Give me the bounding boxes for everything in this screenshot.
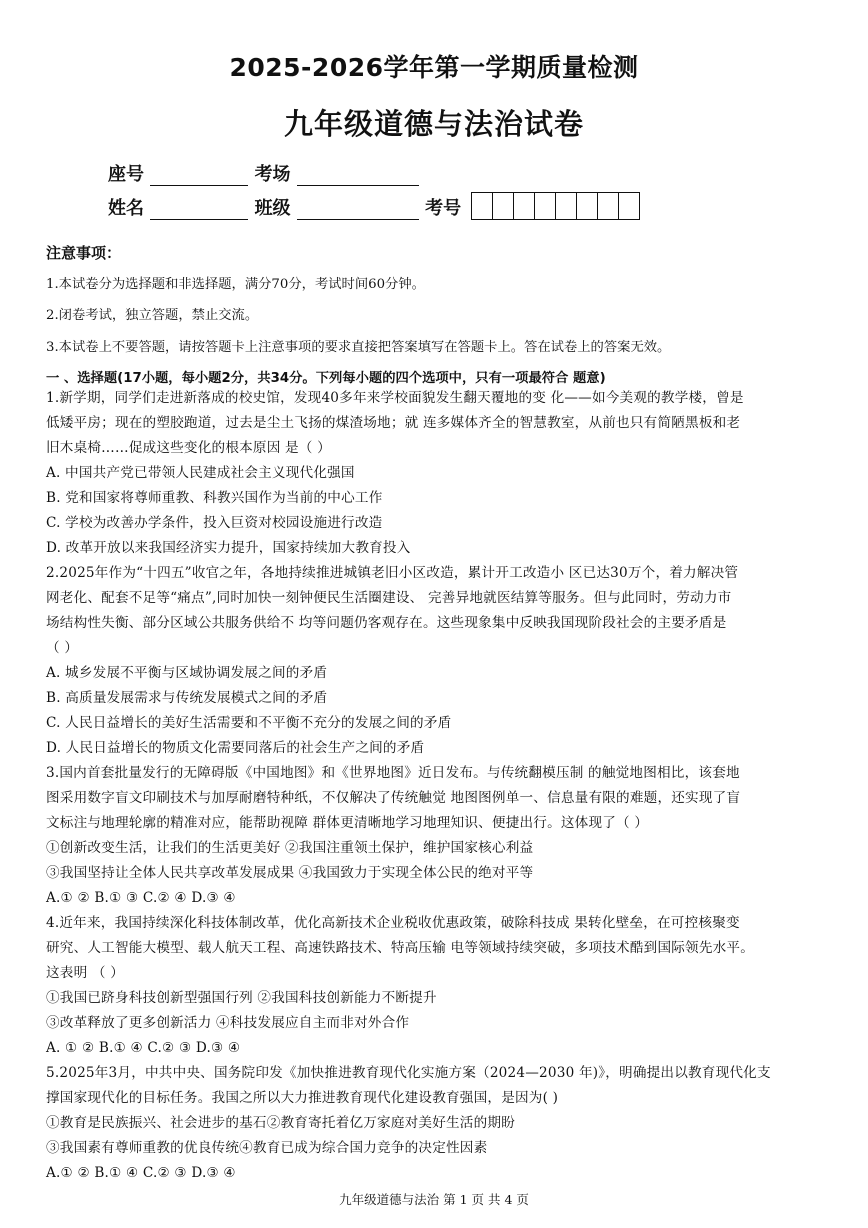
notice-item: 2.闭卷考试，独立答题，禁止交流。	[46, 308, 259, 323]
question-line: A. ① ② B.① ④ C.② ③ D.③ ④	[46, 1040, 241, 1056]
question-line: 文标注与地理轮廓的精准对应，能帮助视障 群体更清晰地学习地理知识、便捷出行。这体现了（ ）	[46, 815, 649, 831]
question-line: 图采用数字盲文印刷技术与加厚耐磨特种纸，不仅解决了传统触觉 地图图例单一、信息量有限的难题，还实现了盲	[46, 790, 741, 806]
question-line: ①教育是民族振兴、社会进步的基石②教育寄托着亿万家庭对美好生活的期盼	[46, 1115, 515, 1131]
notice-heading: 注意事项：	[46, 244, 122, 262]
question-line: 1.新学期，同学们走进新落成的校史馆，发现40多年来学校面貌发生翻天覆地的变 化——如今美观的教学楼，曾是	[46, 390, 744, 406]
question-line: 场结构性失衡、部分区域公共服务供给不 均等问题仍客观存在。这些现象集中反映我国现阶段社会的主要矛盾是	[46, 615, 727, 631]
class-field[interactable]	[297, 199, 419, 220]
question-line: 网老化、配套不足等“痛点”,同时加快一刻钟便民生活圈建设、 完善异地就医结算等服务。但与此同时，劳动力市	[46, 590, 732, 606]
question-line: D. 人民日益增长的物质文化需要同落后的社会生产之间的矛盾	[46, 740, 425, 756]
question-line: ①创新改变生活，让我们的生活更美好 ②我国注重领土保护，维护国家核心利益	[46, 840, 534, 856]
name-field[interactable]	[150, 199, 248, 220]
question-line: 3.国内首套批量发行的无障碍版《中国地图》和《世界地图》近日发布。与传统翻模压制 的触觉地图相比，该套地	[46, 765, 740, 781]
seat-label: 座号	[108, 164, 144, 185]
question-line: B. 高质量发展需求与传统发展模式之间的矛盾	[46, 690, 328, 706]
question-line: A.① ② B.① ④ C.② ③ D.③ ④	[46, 1165, 236, 1181]
exam-subtitle: 九年级道德与法治试卷	[283, 107, 584, 141]
question-line: ③我国素有尊师重教的优良传统④教育已成为综合国力竞争的决定性因素	[46, 1140, 488, 1156]
question-line: （ ）	[46, 640, 79, 656]
room-label: 考场	[254, 164, 291, 185]
question-line: A. 城乡发展不平衡与区域协调发展之间的矛盾	[46, 665, 328, 681]
page-footer: 九年级道德与法治 第 1 页 共 4 页	[339, 1192, 529, 1207]
question-line: 旧木桌椅……促成这些变化的根本原因 是（ ）	[46, 440, 331, 456]
question-line: ①我国已跻身科技创新型强国行列 ②我国科技创新能力不断提升	[46, 990, 437, 1006]
notice-item: 1.本试卷分为选择题和非选择题，满分70分，考试时间60分钟。	[46, 277, 425, 292]
question-line: 低矮平房；现在的塑胶跑道，过去是尘土飞扬的煤渣场地；就 连多媒体齐全的智慧教室，从前也只有简陋黑板和老	[46, 415, 741, 431]
question-line: D. 改革开放以来我国经济实力提升，国家持续加大教育投入	[46, 540, 411, 556]
question-line: A. 中国共产党已带领人民建成社会主义现代化强国	[46, 465, 355, 481]
question-line: 撑国家现代化的目标任务。我国之所以大力推进教育现代化建设教育强国，是因为( )	[46, 1090, 559, 1106]
seat-room-row	[108, 160, 419, 186]
room-field[interactable]	[297, 165, 419, 186]
question-line: A.① ② B.① ③ C.② ④ D.③ ④	[46, 890, 236, 906]
question-line: ③我国坚持让全体人民共享改革发展成果 ④我国致力于实现全体公民的绝对平等	[46, 865, 534, 881]
exam-title: 2025-2026学年第一学期质量检测	[229, 53, 639, 82]
question-line: 这表明 （ ）	[46, 965, 125, 981]
exam-number-boxes[interactable]	[471, 192, 640, 220]
question-line: 4.近年来，我国持续深化科技体制改革，优化高新技术企业税收优惠政策，破除科技成 果转化壁垒，在可控核聚变	[46, 915, 740, 931]
question-line: 2.2025年作为“十四五”收官之年，各地持续推进城镇老旧小区改造，累计开工改造小 区已达30万个，着力解决管	[46, 565, 739, 581]
section-heading: 一 、选择题(17小题，每小题2分，共34分。下列每小题的四个选项中，只有一项最符合 题意)	[46, 371, 606, 386]
class-label: 班级	[254, 198, 291, 219]
question-line: B. 党和国家将尊师重教、科教兴国作为当前的中心工作	[46, 490, 383, 506]
name-label: 姓名	[108, 198, 144, 219]
question-line: 5.2025年3月，中共中央、国务院印发《加快推进教育现代化实施方案（2024—2030 年)》，明确提出以教育现代化支	[46, 1065, 771, 1081]
question-line: C. 学校为改善办学条件，投入巨资对校园设施进行改造	[46, 515, 383, 531]
seat-field[interactable]	[150, 165, 248, 186]
notice-item: 3.本试卷上不要答题，请按答题卡上注意事项的要求直接把答案填写在答题卡上。答在试卷上的答案无效。	[46, 340, 671, 355]
question-line: C. 人民日益增长的美好生活需要和不平衡不充分的发展之间的矛盾	[46, 715, 452, 731]
question-line: 研究、人工智能大模型、载人航天工程、高速铁路技术、特高压输 电等领域持续突破，多项技术酷到国际领先水平。	[46, 940, 754, 956]
exam-number-label: 考号	[425, 198, 462, 219]
question-line: ③改革释放了更多创新活力 ④科技发展应自主而非对外合作	[46, 1015, 410, 1031]
name-class-row	[108, 192, 640, 218]
